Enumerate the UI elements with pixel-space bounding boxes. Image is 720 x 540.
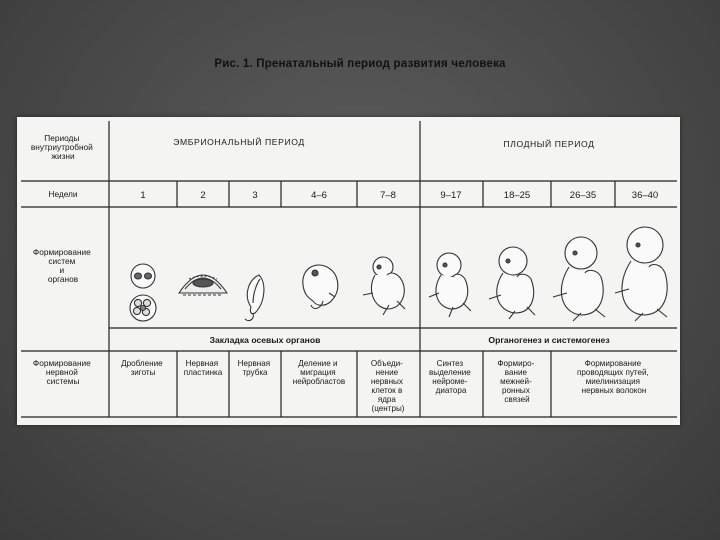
nervous-stage-cell xyxy=(497,359,536,404)
week-cell: 9–17 xyxy=(440,190,462,201)
nervous-stage-line: проводящих путей, xyxy=(576,368,649,377)
prenatal-development-table xyxy=(17,117,680,425)
embryonic-period-header: ЭМБРИОНАЛЬНЫЙ ПЕРИОД xyxy=(173,137,305,147)
nervous-stage-line: Синтез xyxy=(436,359,464,368)
axial-organs-band: Закладка осевых органов xyxy=(209,335,321,345)
week26-35-fetus-icon xyxy=(553,237,605,321)
row-label-periods-line: жизни xyxy=(51,151,75,161)
nervous-stage-line: миелинизация xyxy=(585,377,641,386)
nervous-stage-line: связей xyxy=(504,395,530,404)
slide-title: Рис. 1. Пренатальный период развития человека xyxy=(214,58,506,70)
week36-40-fetus-icon xyxy=(615,227,667,321)
nervous-stage-line: клеток в xyxy=(371,386,403,395)
zygote-icon xyxy=(131,264,155,288)
nervous-stage-line: Нервная xyxy=(237,359,271,368)
row-label-periods xyxy=(31,133,95,161)
morula-icon xyxy=(130,295,156,321)
row-label-periods-line: Периоды xyxy=(44,133,80,143)
nervous-stage-line: нейробластов xyxy=(292,377,346,386)
week-cell: 26–35 xyxy=(569,190,597,201)
nervous-stage-line: нейроме- xyxy=(432,377,468,386)
row-label-systems xyxy=(33,247,93,284)
row-label-systems-line: Формирование xyxy=(32,247,91,257)
nervous-stage-line: диатора xyxy=(435,386,467,395)
week-cell: 3 xyxy=(252,190,258,201)
week4-6-embryo-icon xyxy=(303,265,338,308)
nervous-stage-line: Дробление xyxy=(121,359,163,368)
week-cell: 18–25 xyxy=(503,190,531,201)
week-cell: 7–8 xyxy=(380,190,396,201)
nervous-stage-line: нервных xyxy=(370,377,403,386)
week3-embryo-icon xyxy=(245,275,264,321)
row-label-systems-line: органов xyxy=(47,274,79,284)
nervous-stage-line: трубка xyxy=(242,368,268,377)
row-label-nervous-line: системы xyxy=(46,376,80,386)
nervous-stage-cell xyxy=(293,359,345,386)
nervous-stage-line: Объеди- xyxy=(370,359,403,368)
week-cell: 36–40 xyxy=(631,190,659,201)
nervous-stage-line: пластинка xyxy=(183,368,223,377)
week-cell: 4–6 xyxy=(311,190,327,201)
nervous-stage-line: Формирование xyxy=(584,359,642,368)
row-label-nervous-line: Формирование xyxy=(32,358,91,368)
nervous-stage-line: Деление и xyxy=(298,359,338,368)
fetal-period-header: ПЛОДНЫЙ ПЕРИОД xyxy=(503,139,595,149)
week9-17-fetus-icon xyxy=(429,253,471,317)
nervous-stage-cell xyxy=(371,359,405,413)
nervous-stage-line: межней- xyxy=(500,377,532,386)
nervous-stage-cell xyxy=(577,359,651,395)
row-label-systems-line: систем xyxy=(48,256,76,266)
organogenesis-band: Органогенез и системогенез xyxy=(488,335,610,345)
row-label-nervous xyxy=(33,358,93,386)
nervous-stage-line: Нервная xyxy=(185,359,219,368)
embryonic-disc-icon xyxy=(179,275,227,295)
row-label-weeks: Недели xyxy=(48,189,78,199)
nervous-stage-cell xyxy=(121,359,165,377)
nervous-stage-line: нение xyxy=(375,368,399,377)
row-label-systems-line: и xyxy=(59,265,65,275)
nervous-stage-line: (центры) xyxy=(371,404,405,413)
nervous-stage-line: зиготы xyxy=(130,368,156,377)
nervous-stage-line: вание xyxy=(504,368,527,377)
nervous-stage-cell xyxy=(238,359,273,377)
nervous-stage-cell xyxy=(429,359,473,395)
row-label-nervous-line: нервной xyxy=(45,367,78,377)
nervous-stage-line: ядра xyxy=(377,395,396,404)
week-cell: 2 xyxy=(200,190,206,201)
nervous-stage-line: Формиро- xyxy=(497,359,535,368)
nervous-stage-line: нервных волокон xyxy=(581,386,647,395)
week-cell: 1 xyxy=(140,190,146,201)
week7-8-embryo-icon xyxy=(363,257,405,315)
row-label-periods-line: внутриутробной xyxy=(30,142,93,152)
nervous-stage-line: миграция xyxy=(300,368,336,377)
nervous-stage-line: ронных xyxy=(501,386,530,395)
week18-25-fetus-icon xyxy=(489,247,535,319)
nervous-stage-line: выделение xyxy=(428,368,471,377)
nervous-stage-cell xyxy=(184,359,223,377)
